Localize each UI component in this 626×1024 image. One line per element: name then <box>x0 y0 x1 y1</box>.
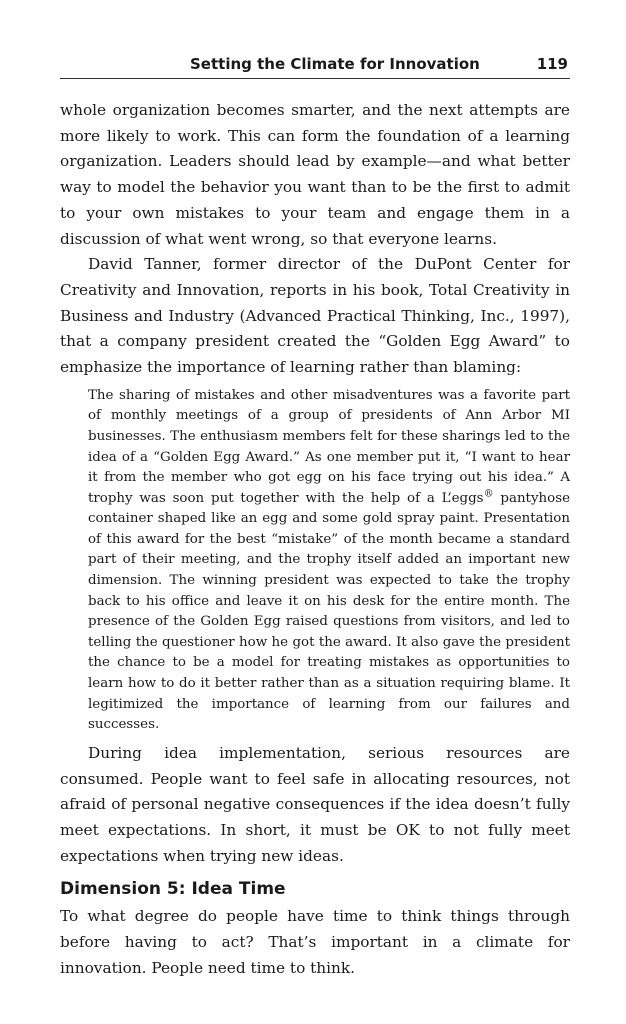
registered-mark: ® <box>483 488 494 500</box>
page-number: 119 <box>536 55 568 73</box>
block-quote <box>88 386 570 736</box>
paragraph-1: whole organization becomes smarter, and the next attempts are more likely to work. This can form the foundation of a learning organization. Leaders should lead by example—and what better way to model the behavior you want than to be the first to admit to your own mistakes to your team and engage them in a discussion of what went wrong, so that everyone learns. <box>60 101 570 248</box>
page-body <box>60 98 570 981</box>
section-heading: Dimension 5: Idea Time <box>60 879 286 900</box>
paragraph-4: To what degree do people have time to think things through before having to act? That’s important in a climate for innovation. People need time to think. <box>60 907 570 977</box>
running-header <box>60 52 570 79</box>
paragraph-3: During idea implementation, serious resources are consumed. People want to feel safe in allocating resources, not afraid of personal negative consequences if the idea doesn’t fully meet expectations. In short, it must be OK to not fully meet expectations when trying new ideas. <box>60 743 570 865</box>
running-header-title: Setting the Climate for Innovation <box>190 55 480 73</box>
paragraph-2: David Tanner, former director of the DuPont Center for Creativity and Innovation, reports in his book, Total Creativity in Business and Industry (Advanced Practical Thinking, Inc., 1997), that a company president created the “Golden Egg Award” to emphasize the importance of learning rather than blaming: <box>60 255 570 377</box>
block-quote-text-2: pantyhose container shaped like an egg and some gold spray paint. Presentation of this award for the best “mistake” of the month became a standard part of their meeting, and the trophy itself added an important new dimension. The winning president was expected to take the trophy back to his office and leave it on his desk for the entire month. The presence of the Golden Egg raised questions from visitors, and led to telling the questioner how he got the award. It also gave the president the chance to be a model for treating mistakes as opportunities to learn how to do it better rather than as a situation requiring blame. It legitimized the importance of learning from our failures and successes. <box>88 490 570 733</box>
block-quote-text-1: The sharing of mistakes and other misadventures was a favorite part of monthly meetings of a group of presidents of Ann Arbor MI businesses. The enthusiasm members felt for these sharings led to the idea of a “Golden Egg Award.” As one member put it, “I want to hear it from the member who got egg on his face trying out his idea.” A trophy was soon put together with the help of a L’eggs <box>88 387 570 506</box>
